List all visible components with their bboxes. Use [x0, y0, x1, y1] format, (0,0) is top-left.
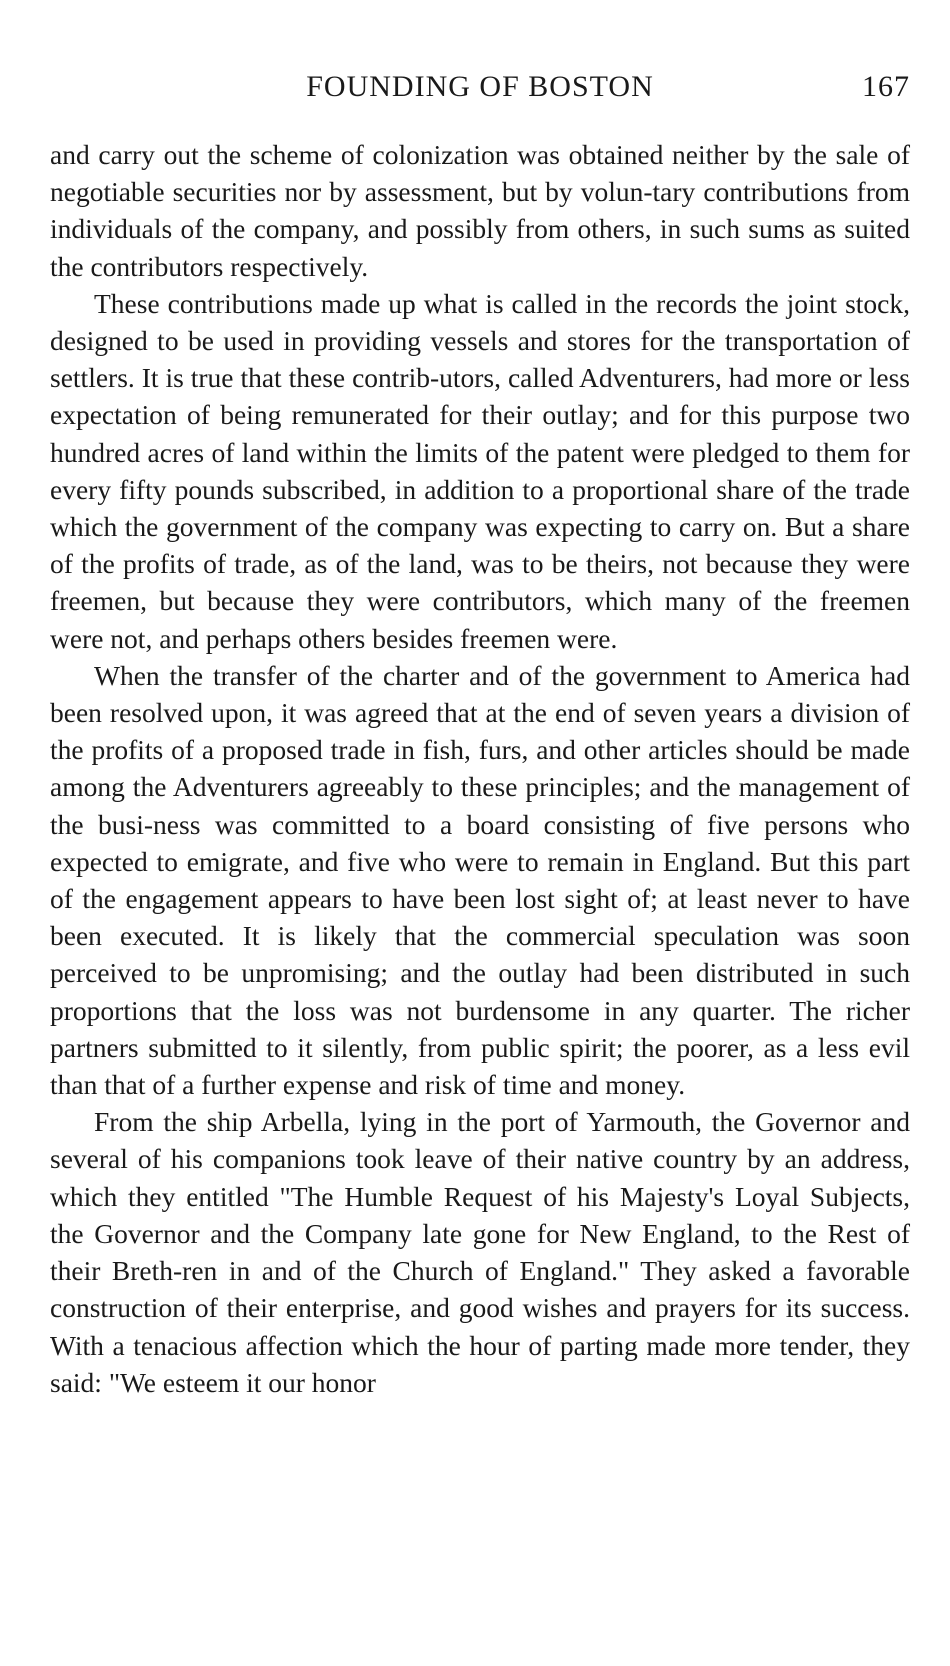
paragraph-charter-transfer: When the transfer of the charter and of the government to America had been resolved upon, it was agreed that at the end of seven years a division of the profits of a proposed trade in fish, furs, and other articles should be made among the Adventurers agreeably to these principles; and the management of the busi-ness was committed to a board consisting of five persons who expected to emigrate, and five who were to remain in England. But this part of the engagement appears to have been lost sight of; at least never to have been executed. It is likely that the commercial speculation was soon perceived to be unpromising; and the outlay had been distributed in such proportions that the loss was not burdensome in any quarter. The richer partners submitted to it silently, from public spirit; the poorer, as a less evil than that of a further expense and risk of time and money. [50, 659, 910, 1101]
paragraph-arbella: From the ship Arbella, lying in the port of Yarmouth, the Governor and several of his companions took leave of their native country by an address, which they entitled "The Humble Request of his Majesty's Loyal Subjects, the Governor and the Company late gone for New England, to the Rest of their Breth-ren in and of the Church of England." They asked a favorable construction of their enterprise, and good wishes and prayers for its success. With a tenacious affection which the hour of parting made more tender, they said: "We esteem it our honor [50, 1106, 910, 1398]
paragraph-joint-stock: These contributions made up what is called in the records the joint stock, designed to be used in providing vessels and stores for the transportation of settlers. It is true that these contrib-utors, called Adventurers, had more or less expectation of being remunerated for their outlay; and for this purpose two hundred acres of land within the limits of the patent were pledged to them for every fifty pounds subscribed, in addition to a proportional share of the trade which the government of the company was expecting to carry on. But a share of the profits of trade, as of the land, was to be theirs, not because they were freemen, but because they were contributors, which many of the freemen were not, and perhaps others besides freemen were. [50, 287, 910, 654]
body-text [50, 136, 910, 1401]
running-head [50, 70, 910, 114]
paragraph-continued: and carry out the scheme of colonization was obtained neither by the sale of negotiable securities nor by assessment, but by volun-tary contributions from individuals of the company, and possibly from others, in such sums as suited the contributors respectively. [50, 139, 910, 282]
chapter-title: FOUNDING OF BOSTON [306, 70, 654, 103]
book-page [50, 70, 910, 1401]
page-number: 167 [862, 70, 910, 103]
